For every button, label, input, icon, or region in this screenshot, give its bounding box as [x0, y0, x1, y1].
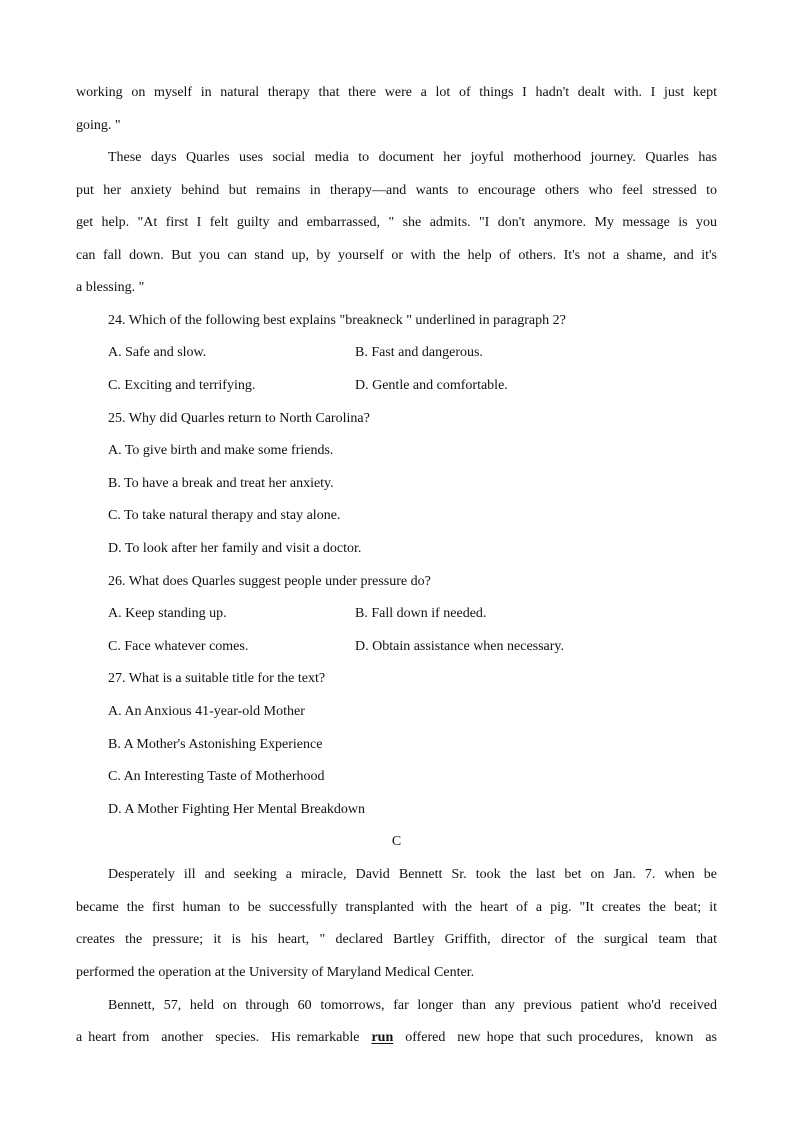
question-stem: 25. Why did Quarles return to North Carolina? — [108, 411, 370, 426]
paragraph-line: going. " — [76, 118, 121, 133]
paragraph-text: a heart from another species. His remarkable — [76, 1030, 372, 1045]
question-stem: 27. What is a suitable title for the text? — [108, 671, 326, 686]
paragraph-line: creates the pressure; it is his heart, " declared Bartley Griffith, director of the surgical team that — [76, 932, 717, 947]
answer-option: A. An Anxious 41-year-old Mother — [108, 704, 305, 719]
answer-option: A. Safe and slow. — [108, 345, 207, 360]
section-heading: C — [391, 834, 402, 849]
question-stem: 26. What does Quarles suggest people under pressure do? — [108, 574, 431, 589]
paragraph-line: working on myself in natural therapy that there were a lot of things I hadn't dealt with. I just kept — [76, 85, 717, 100]
answer-option: A. Keep standing up. — [108, 606, 227, 621]
paragraph-line: can fall down. But you can stand up, by yourself or with the help of others. It's not a shame, and it's — [76, 248, 717, 263]
paragraph-line: get help. "At first I felt guilty and embarrassed, " she admits. "I don't anymore. My message is you — [76, 215, 717, 230]
paragraph-line: Desperately ill and seeking a miracle, David Bennett Sr. took the last bet on Jan. 7. when be — [108, 867, 717, 882]
paragraph-line: became the first human to be successfully transplanted with the heart of a pig. "It creates the beat; it — [76, 900, 717, 915]
answer-option: C. An Interesting Taste of Motherhood — [108, 769, 325, 784]
paragraph-line: a blessing. " — [76, 280, 145, 295]
question-stem: 24. Which of the following best explains "breakneck " underlined in paragraph 2? — [108, 313, 566, 328]
answer-option: B. Fall down if needed. — [355, 606, 487, 621]
paragraph-line: Bennett, 57, held on through 60 tomorrows, far longer than any previous patient who'd received — [108, 998, 717, 1013]
underlined-word-run: run — [371, 1030, 394, 1045]
paragraph-line: put her anxiety behind but remains in therapy—and wants to encourage others who feel stressed to — [76, 183, 717, 198]
answer-option: A. To give birth and make some friends. — [108, 443, 334, 458]
paragraph-line: These days Quarles uses social media to document her joyful motherhood journey. Quarles has — [108, 150, 717, 165]
answer-option: B. To have a break and treat her anxiety. — [108, 476, 334, 491]
answer-option: B. A Mother's Astonishing Experience — [108, 737, 323, 752]
paragraph-line: performed the operation at the University of Maryland Medical Center. — [76, 965, 475, 980]
answer-option: C. Face whatever comes. — [108, 639, 249, 654]
answer-option: C. Exciting and terrifying. — [108, 378, 256, 393]
paragraph-line — [76, 1028, 717, 1048]
answer-option: C. To take natural therapy and stay alone. — [108, 508, 341, 523]
answer-option: D. Gentle and comfortable. — [355, 378, 508, 393]
answer-option: B. Fast and dangerous. — [355, 345, 483, 360]
paragraph-text: offered new hope that such procedures, known as — [393, 1030, 717, 1045]
answer-option: D. Obtain assistance when necessary. — [355, 639, 565, 654]
answer-option: D. To look after her family and visit a doctor. — [108, 541, 362, 556]
answer-option: D. A Mother Fighting Her Mental Breakdown — [108, 802, 366, 817]
